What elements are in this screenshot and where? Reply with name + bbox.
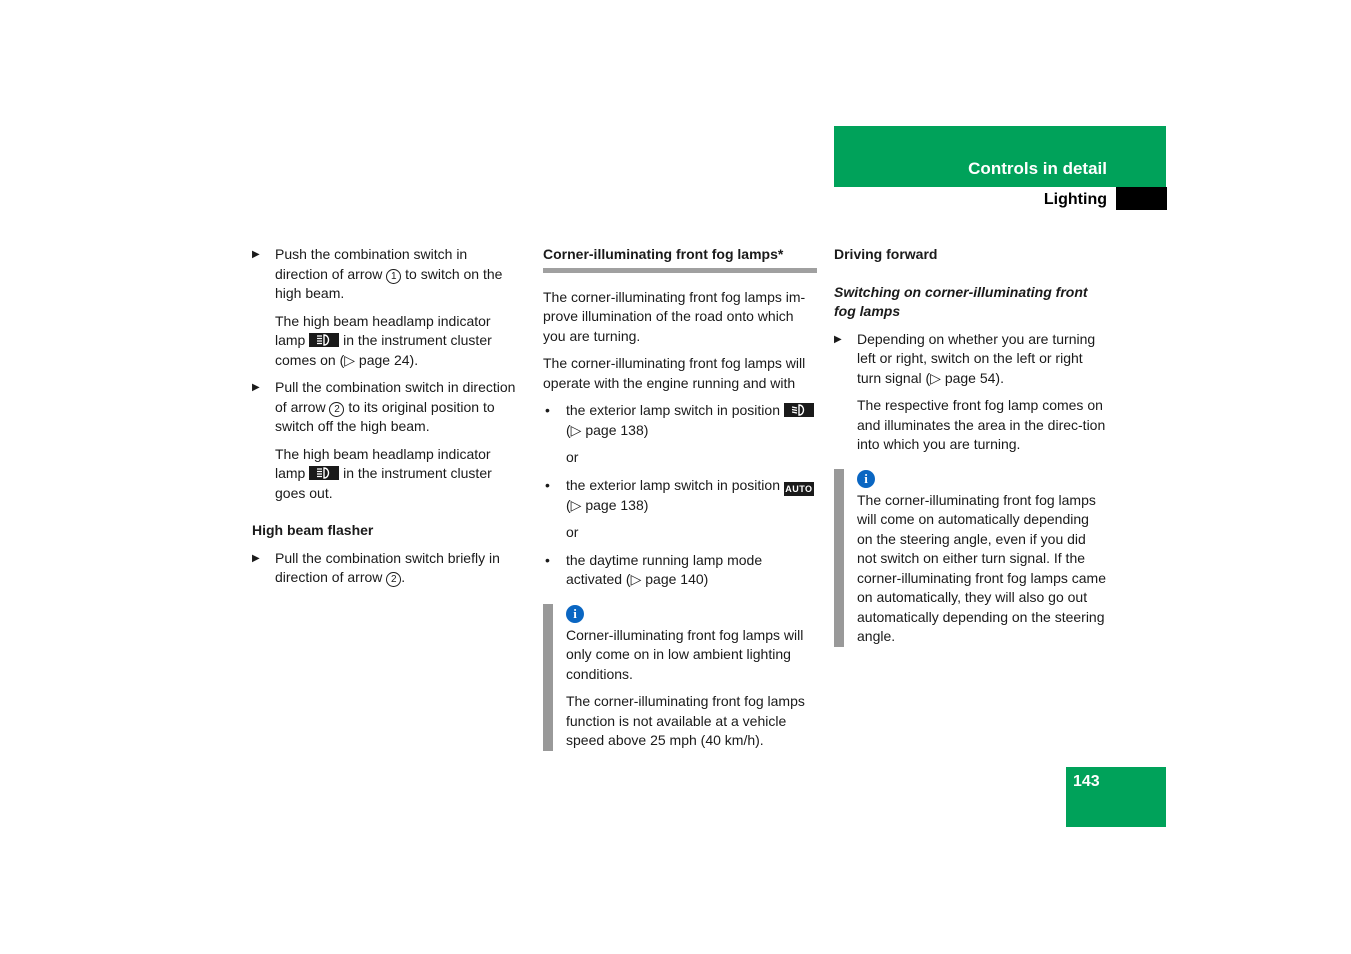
high-beam-lamp-icon — [309, 466, 339, 480]
paragraph: The corner-illuminating front fog lamps im-prove illumination of the road onto which you are turning. — [543, 288, 806, 344]
bullet-icon: • — [545, 476, 550, 493]
column-left — [252, 245, 524, 596]
info-bar — [834, 469, 844, 647]
arrow-bullet-icon: ▶ — [252, 249, 260, 260]
instruction-item: ▶ Pull the combination switch in direction of arrow 2 to its original position to switch off the high beam. — [252, 379, 516, 434]
list-item: • the daytime running lamp mode activated (▷ page 140) — [545, 551, 763, 587]
list-item: • the exterior lamp switch in position (▷ page 138) — [543, 401, 817, 440]
high-beam-lamp-icon — [309, 333, 339, 347]
page-ref-icon: ▷ — [344, 351, 356, 368]
info-text: The corner-illuminating front fog lamps function is not available at a vehicle speed above 25 mph (40 km/h). — [566, 693, 805, 748]
section-heading: Driving forward — [834, 246, 938, 262]
or-separator: or — [566, 524, 579, 540]
circled-number-icon: 2 — [329, 402, 344, 417]
subsection-heading: Switching on corner-illuminating front fog lamps — [834, 283, 1088, 319]
paragraph: The corner-illuminating front fog lamps will operate with the engine running and with — [543, 355, 806, 391]
list-item: • the exterior lamp switch in position AUTO (▷ page 138) — [545, 476, 813, 513]
info-bar — [543, 604, 553, 751]
section-heading: High beam flasher — [252, 522, 374, 538]
result-note: The high beam headlamp indicator lamp in the instrument cluster goes out. — [275, 445, 492, 501]
instruction-item: ▶ Push the combination switch in direction of arrow 1 to switch on the high beam. — [252, 246, 503, 301]
page-ref-icon: ▷ — [570, 421, 582, 438]
info-text: The corner-illuminating front fog lamps will come on automatically depending on the steering angle, even if you did not switch on either turn signal. If the corner-illuminating front fog lamps came on automatically, they will also go out automatically depending on the steering angle. — [857, 491, 1106, 644]
auto-switch-icon: AUTO — [785, 483, 813, 494]
chapter-title: Controls in detail — [968, 159, 1107, 178]
section-title: Lighting — [1043, 191, 1107, 208]
info-icon: i — [566, 605, 584, 623]
low-beam-lamp-icon — [784, 403, 814, 417]
page-ref-icon: ▷ — [630, 571, 642, 587]
bullet-icon: • — [545, 551, 550, 568]
info-box — [834, 469, 1106, 647]
column-middle — [543, 245, 817, 751]
instruction-item: ▶ Depending on whether you are turning left or right, switch on the left or right turn signal (▷ page 54). — [834, 330, 1096, 386]
result-note: The high beam headlamp indicator lamp in the instrument cluster comes on (▷ page 24). — [275, 312, 492, 368]
column-right — [834, 245, 1106, 647]
section-heading: Corner-illuminating front fog lamps* — [543, 245, 817, 273]
info-icon: i — [857, 470, 875, 488]
arrow-bullet-icon: ▶ — [834, 333, 842, 345]
page-ref-icon: ▷ — [930, 369, 941, 386]
info-box — [543, 604, 817, 751]
circled-number-icon: 2 — [386, 572, 401, 587]
circled-number-icon: 1 — [386, 269, 401, 284]
arrow-bullet-icon: ▶ — [252, 552, 260, 564]
page-ref-icon: ▷ — [570, 496, 582, 513]
result-note: The respective front fog lamp comes on and illuminates the area in the direc-tion into which you are turning. — [857, 397, 1106, 452]
info-text: Corner-illuminating front fog lamps will only come on in low ambient lighting conditions. — [566, 626, 804, 682]
instruction-item: ▶ Pull the combination switch briefly in direction of arrow 2 . — [252, 549, 500, 585]
bullet-icon: • — [545, 402, 550, 418]
arrow-bullet-icon: ▶ — [252, 382, 260, 393]
or-separator: or — [566, 449, 579, 465]
page-number: 143 — [1073, 773, 1100, 790]
header-black-tab — [1116, 187, 1167, 210]
